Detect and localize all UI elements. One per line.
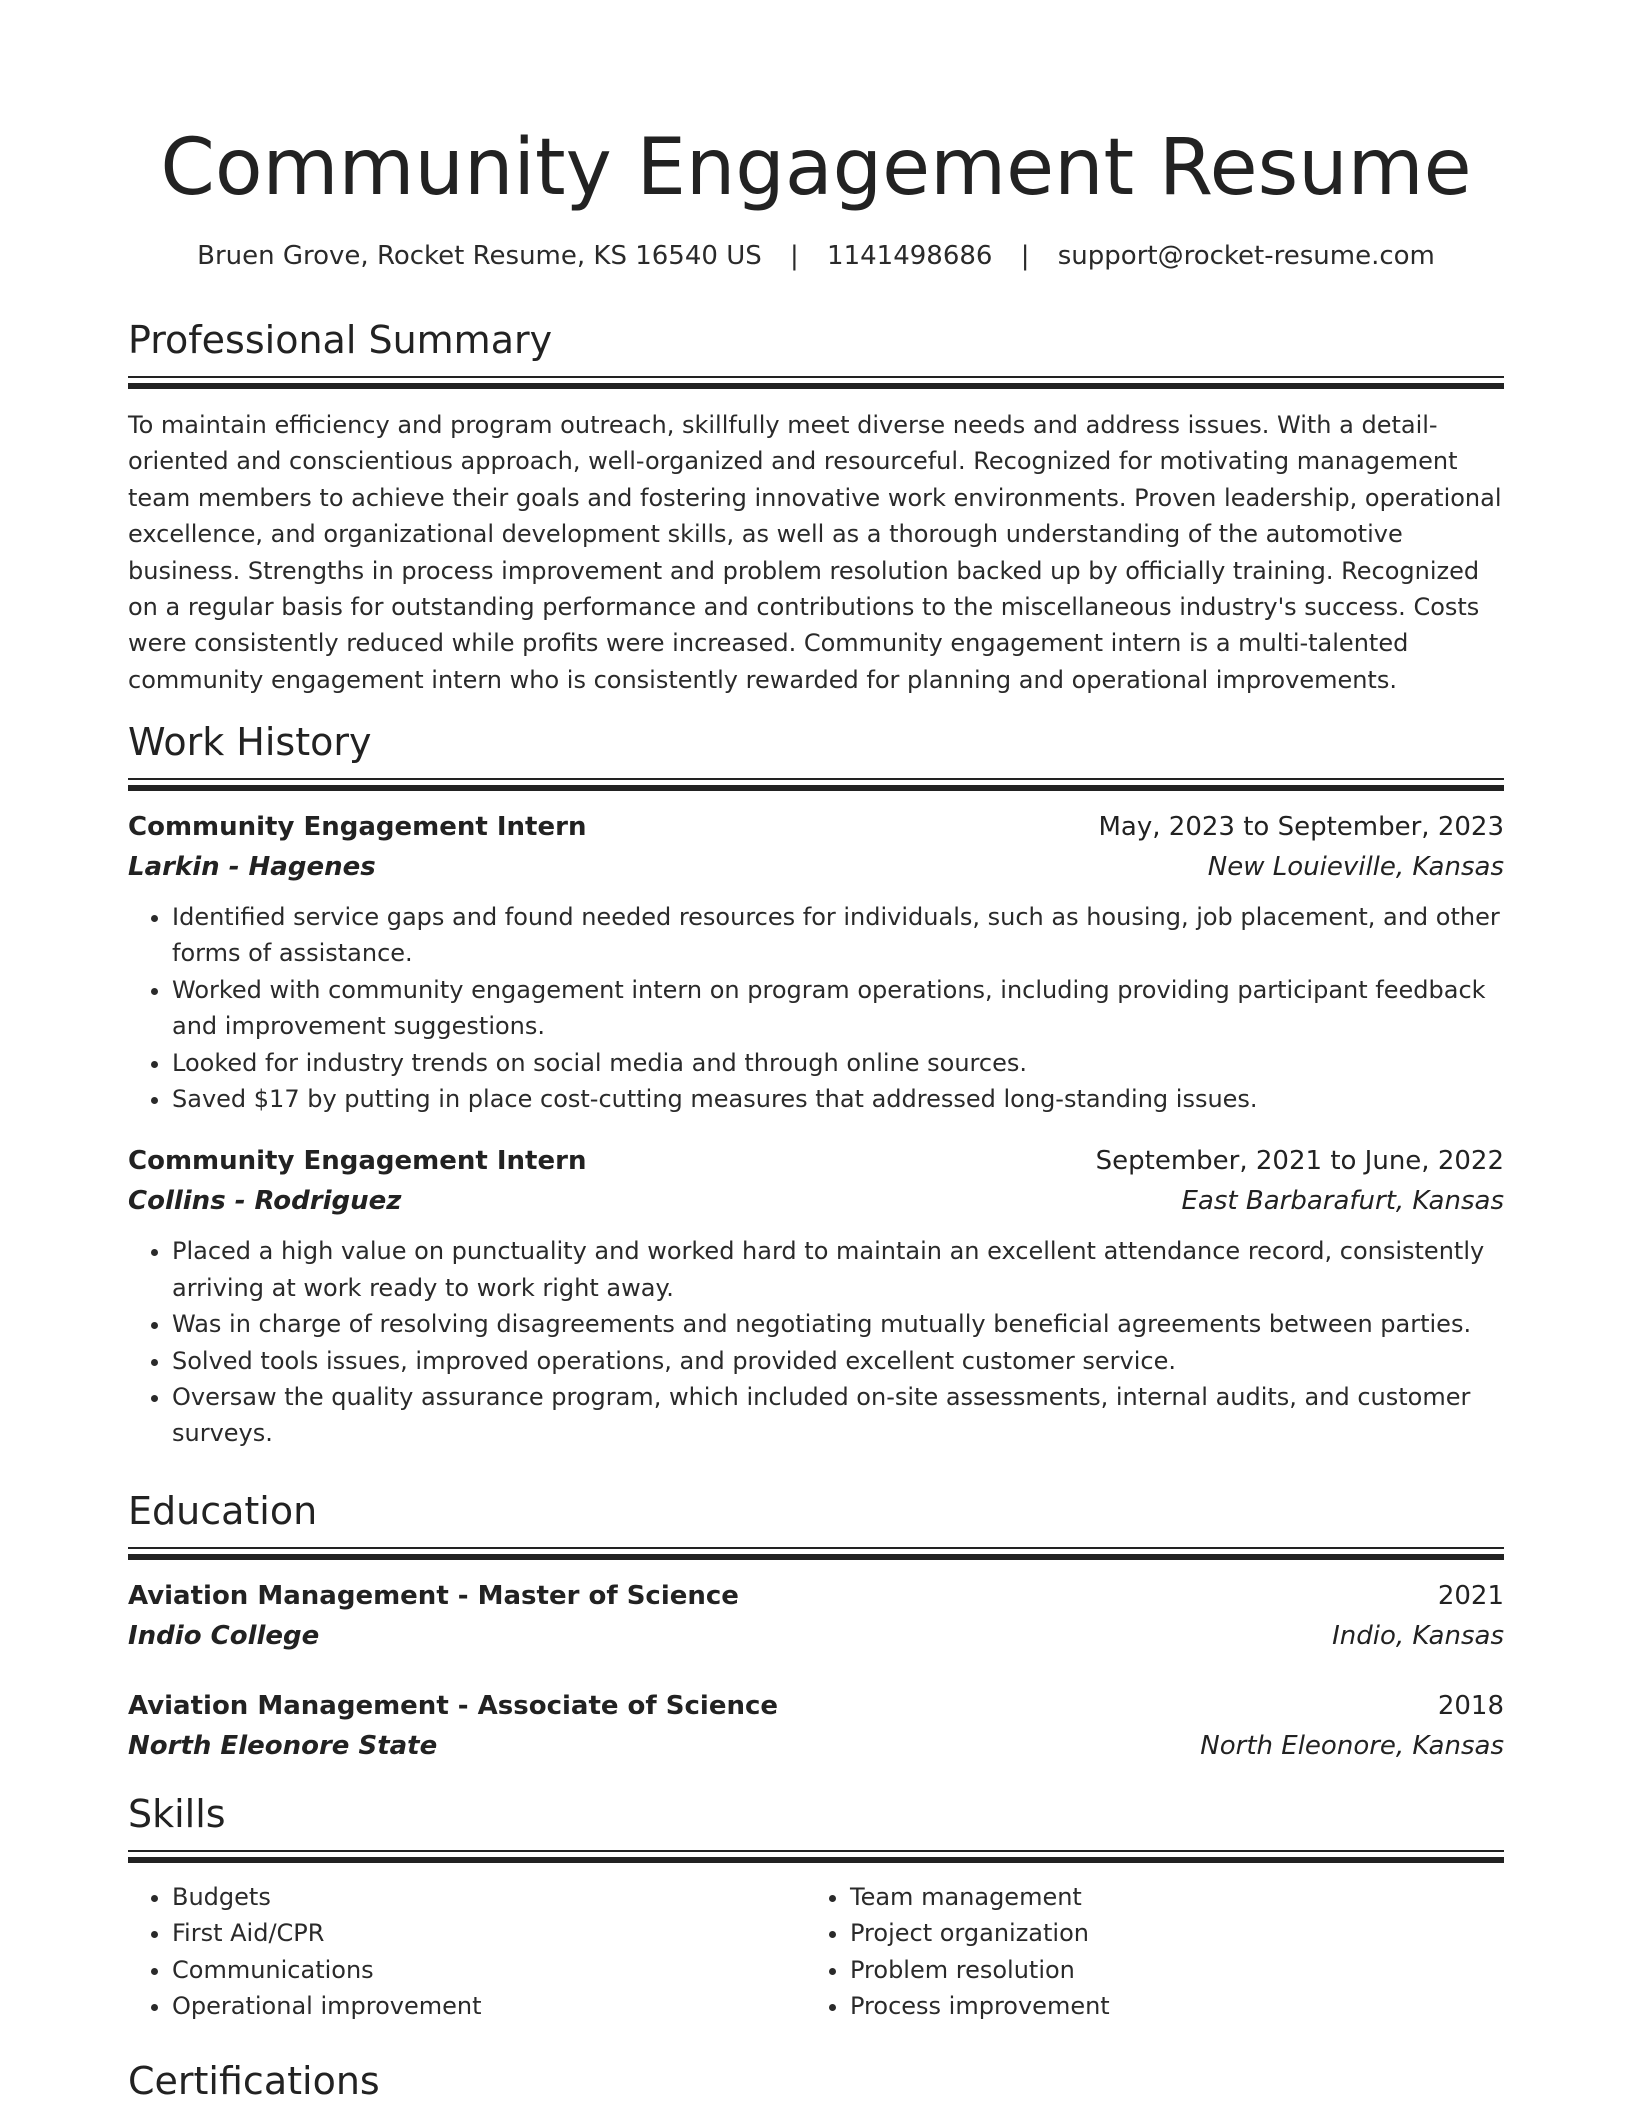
contact-address: Bruen Grove, Rocket Resume, KS 16540 US — [197, 241, 762, 271]
list-item: • Oversaw the quality assurance program, which included on-site assessments, internal audits, and customer surveys. — [172, 1379, 1504, 1452]
resume-title: Community Engagement Resume — [160, 123, 1472, 213]
degree-year: 2021 — [1437, 1581, 1504, 1611]
school-location: Indio, Kansas — [1332, 1621, 1504, 1651]
job-entry — [128, 1141, 1504, 1451]
list-item: • Placed a high value on punctuality and worked hard to maintain an excellent attendance record, consistently arriving at work ready to work right away. — [172, 1233, 1504, 1306]
list-item: • Was in charge of resolving disagreements and negotiating mutually beneficial agreements between parties. — [172, 1306, 1504, 1342]
job-bullets — [128, 1233, 1504, 1451]
list-item: • Solved tools issues, improved operations, and provided excellent customer service. — [172, 1343, 1504, 1379]
skills-list-left — [128, 1879, 806, 2025]
contact-separator: | — [790, 241, 799, 271]
degree-year: 2018 — [1437, 1691, 1504, 1721]
summary-text: To maintain efficiency and program outreach, skillfully meet diverse needs and address issues. With a detail-oriented and conscientious approach, well-organized and resourceful. Recognized for motivating management team members to achieve their goals and fostering innovative work environments. Proven leadership, operational excellence, and organizational development skills, as well as a thorough understanding of the automotive business. Strengths in process improvement and problem resolution backed up by officially training. Recognized on a regular basis for outstanding performance and contributions to the miscellaneous industry's success. Costs were consistently reduced while profits were increased. Community engagement intern is a multi-talented community engagement intern who is consistently rewarded for planning and operational improvements. — [128, 411, 1502, 694]
degree-title: Aviation Management - Associate of Science — [128, 1691, 779, 1721]
list-item: • Team management — [850, 1879, 1484, 1915]
summary-heading: Professional Summary — [128, 318, 553, 362]
skills-list-right — [806, 1879, 1484, 2025]
job-title: Community Engagement Intern — [128, 812, 587, 842]
skills-columns — [128, 1879, 1504, 2025]
list-item: • Problem resolution — [850, 1952, 1484, 1988]
certifications-heading: Certifications — [128, 2059, 380, 2103]
section-divider — [128, 1850, 1504, 1863]
job-dates: September, 2021 to June, 2022 — [1095, 1146, 1504, 1177]
contact-phone: 1141498686 — [827, 241, 993, 271]
degree-title: Aviation Management - Master of Science — [128, 1581, 739, 1611]
section-divider — [128, 1547, 1504, 1560]
contact-email[interactable]: support@rocket-resume.com — [1057, 241, 1435, 271]
section-divider — [128, 376, 1504, 389]
list-item: • Project organization — [850, 1915, 1484, 1951]
list-item: • Worked with community engagement intern on program operations, including providing participant feedback and improvement suggestions. — [172, 972, 1504, 1045]
section-divider — [128, 778, 1504, 791]
list-item: • Saved $17 by putting in place cost-cutting measures that addressed long-standing issues. — [172, 1081, 1504, 1117]
education-entry — [128, 1686, 1504, 1766]
list-item: • Communications — [172, 1952, 806, 1988]
work-history-heading: Work History — [128, 720, 372, 764]
list-item: • Budgets — [172, 1879, 806, 1915]
job-title: Community Engagement Intern — [128, 1146, 587, 1177]
list-item: • Identified service gaps and found needed resources for individuals, such as housing, job placement, and other forms of assistance. — [172, 899, 1504, 972]
education-entry — [128, 1576, 1504, 1656]
job-location: East Barbarafurt, Kansas — [1181, 1186, 1504, 1217]
contact-separator: | — [1020, 241, 1030, 271]
job-entry — [128, 807, 1504, 1117]
certifications-section — [128, 2057, 1504, 2105]
school-name: Indio College — [128, 1621, 320, 1651]
job-dates: May, 2023 to September, 2023 — [1098, 812, 1504, 842]
job-bullets — [128, 899, 1504, 1117]
skills-section — [128, 1790, 1504, 2025]
list-item: • Looked for industry trends on social media and through online sources. — [172, 1045, 1504, 1081]
education-heading: Education — [128, 1489, 318, 1533]
contact-line — [0, 238, 1632, 274]
skills-heading: Skills — [128, 1792, 226, 1836]
job-location: New Louieville, Kansas — [1207, 852, 1504, 882]
education-section — [128, 1487, 1504, 1766]
list-item: • Process improvement — [850, 1988, 1484, 2024]
job-company: Larkin - Hagenes — [128, 852, 376, 882]
job-company: Collins - Rodriguez — [128, 1186, 402, 1217]
list-item: • Operational improvement — [172, 1988, 806, 2024]
list-item: • First Aid/CPR — [172, 1915, 806, 1951]
school-name: North Eleonore State — [128, 1731, 438, 1761]
work-history-section — [128, 718, 1504, 1452]
summary-section — [128, 316, 1504, 698]
school-location: North Eleonore, Kansas — [1200, 1731, 1504, 1761]
